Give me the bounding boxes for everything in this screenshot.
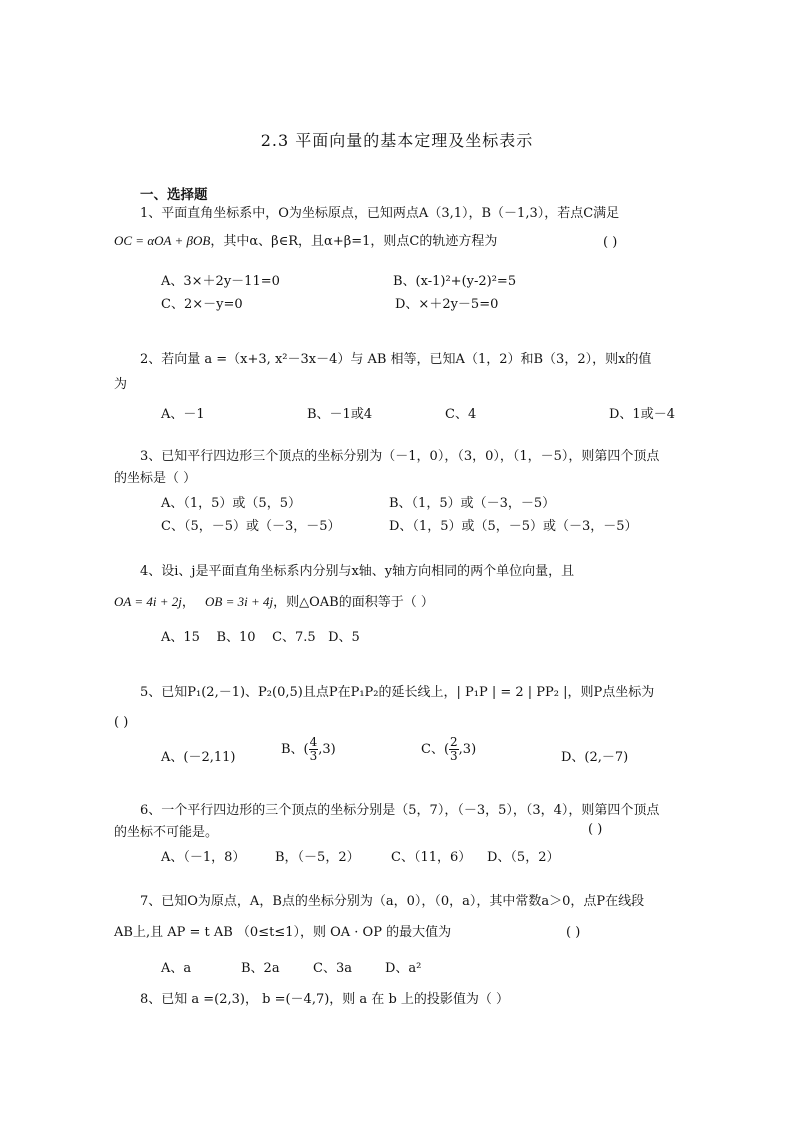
option-c: C、( $\frac{2}{3}$ ,3) — [421, 735, 477, 763]
question-7-stem: 7、已知O为原点，A，B点的坐标分别为（a，0），（0，a），其中常数a＞0，点P在线段 — [140, 894, 645, 909]
question-4: 4、设i、j是平面直角坐标系内分别与x轴、y轴方向相同的两个单位向量，且 OA = 4i + 2j， OB = 3i + 4j，则△OAB的面积等于（ ） — [114, 561, 694, 614]
option-a: A、(－2,11) — [161, 750, 236, 765]
question-2-stem: 2、若向量 a =（x+3, x²－3x－4）与 AB 相等，已知A（1，2）和B（3，2），则x的值 — [140, 352, 652, 367]
answer-blank: ( ) — [588, 822, 603, 837]
option-b: B、(x-1)²+(y-2)²=5 — [393, 274, 517, 289]
question-1-condition: ，其中α、β∈R，且α+β=1，则点C的轨迹方程为 — [210, 234, 498, 249]
section-heading: 一、选择题 — [140, 187, 208, 203]
question-6 — [114, 800, 694, 844]
question-7-stem-cont: AB上,且 AP = t AB （0≤t≤1），则 OA · OP 的最大值为 — [114, 925, 452, 940]
option-a: A、（1，5）或（5，5） — [161, 496, 301, 511]
answer-blank: ( ) — [603, 235, 618, 250]
option-c: C、4 — [445, 407, 477, 422]
fraction-denominator: 3 — [450, 749, 458, 763]
page-title: 2.3 平面向量的基本定理及坐标表示 — [260, 131, 534, 150]
fraction-numerator: 2 — [450, 735, 458, 749]
question-8-stem: 8、已知 a =(2,3)， b =(－4,7)，则 a 在 b 上的投影值为（ ） — [140, 992, 510, 1007]
option-b: B，（－5，2） — [275, 850, 360, 865]
answer-blank: ( ) — [566, 925, 581, 940]
question-1-stem: 1、平面直角坐标系中，O为坐标原点，已知两点A（3,1），B（－1,3），若点C满足 — [140, 206, 620, 221]
option-b: B、( $\frac{4}{3}$ ,3) — [281, 735, 336, 763]
option-c: C、2×－y=0 — [161, 297, 243, 312]
option-d: D、（5，2） — [487, 850, 560, 865]
vector-oa-expression: OA = 4i + 2j — [114, 594, 182, 609]
option-a: A、3×＋2y－11=0 — [161, 274, 280, 289]
option-b: B、2a — [241, 961, 280, 976]
option-d: D、a² — [385, 961, 422, 976]
question-3-stem-cont: 的坐标是（ ） — [114, 471, 197, 486]
option-c: C、（11，6） — [391, 850, 472, 865]
question-5-stem-cont: ( ) — [114, 715, 129, 730]
option-d: D、（1，5）或（5，－5）或（－3，－5） — [389, 519, 638, 534]
question-8 — [114, 989, 694, 1011]
question-4-ask: ，则△OAB的面积等于（ ） — [273, 595, 434, 610]
fraction-denominator: 3 — [309, 749, 318, 763]
option-c: C、（5，－5）或（－3，－5） — [161, 519, 341, 534]
option-a: A、（－1，8） — [161, 850, 246, 865]
question-3 — [114, 446, 694, 490]
question-5 — [114, 682, 694, 734]
option-d: D、×＋2y－5=0 — [395, 297, 499, 312]
option-d: D、1或－4 — [609, 407, 675, 422]
option-b: B、（1，5）或（－3，－5） — [389, 496, 556, 511]
vector-ob-expression: OB = 3i + 4j — [205, 594, 274, 609]
option-d: D、(2,－7) — [561, 750, 629, 765]
option-b: B、－1或4 — [307, 407, 373, 422]
question-6-stem: 6、一个平行四边形的三个顶点的坐标分别是（5，7），（－3，5），（3，4），则第四个顶点 — [140, 803, 660, 818]
option-a: A、a — [161, 961, 192, 976]
fraction-numerator: 4 — [309, 735, 318, 749]
question-7 — [114, 891, 694, 944]
question-3-stem: 3、已知平行四边形三个顶点的坐标分别为（－1，0），（3，0），（1，－5），则第四个顶点 — [140, 449, 660, 464]
question-5-stem: 5、已知P₁(2,－1)、P₂(0,5)且点P在P₁P₂的延长线上，| P₁P | = 2 | PP₂ |，则P点坐标为 — [140, 685, 655, 700]
option-c: C、3a — [313, 961, 352, 976]
question-2 — [114, 349, 694, 396]
options-line: A、15 B、10 C、7.5 D、5 — [161, 630, 360, 645]
question-4-stem: 4、设i、j是平面直角坐标系内分别与x轴、y轴方向相同的两个单位向量，且 — [140, 564, 575, 579]
question-2-stem-cont: 为 — [114, 377, 128, 392]
question-6-stem-cont: 的坐标不可能是。 — [114, 825, 219, 840]
option-a: A、－1 — [161, 407, 205, 422]
question-1-equation: OC = αOA + βOB — [114, 233, 211, 248]
